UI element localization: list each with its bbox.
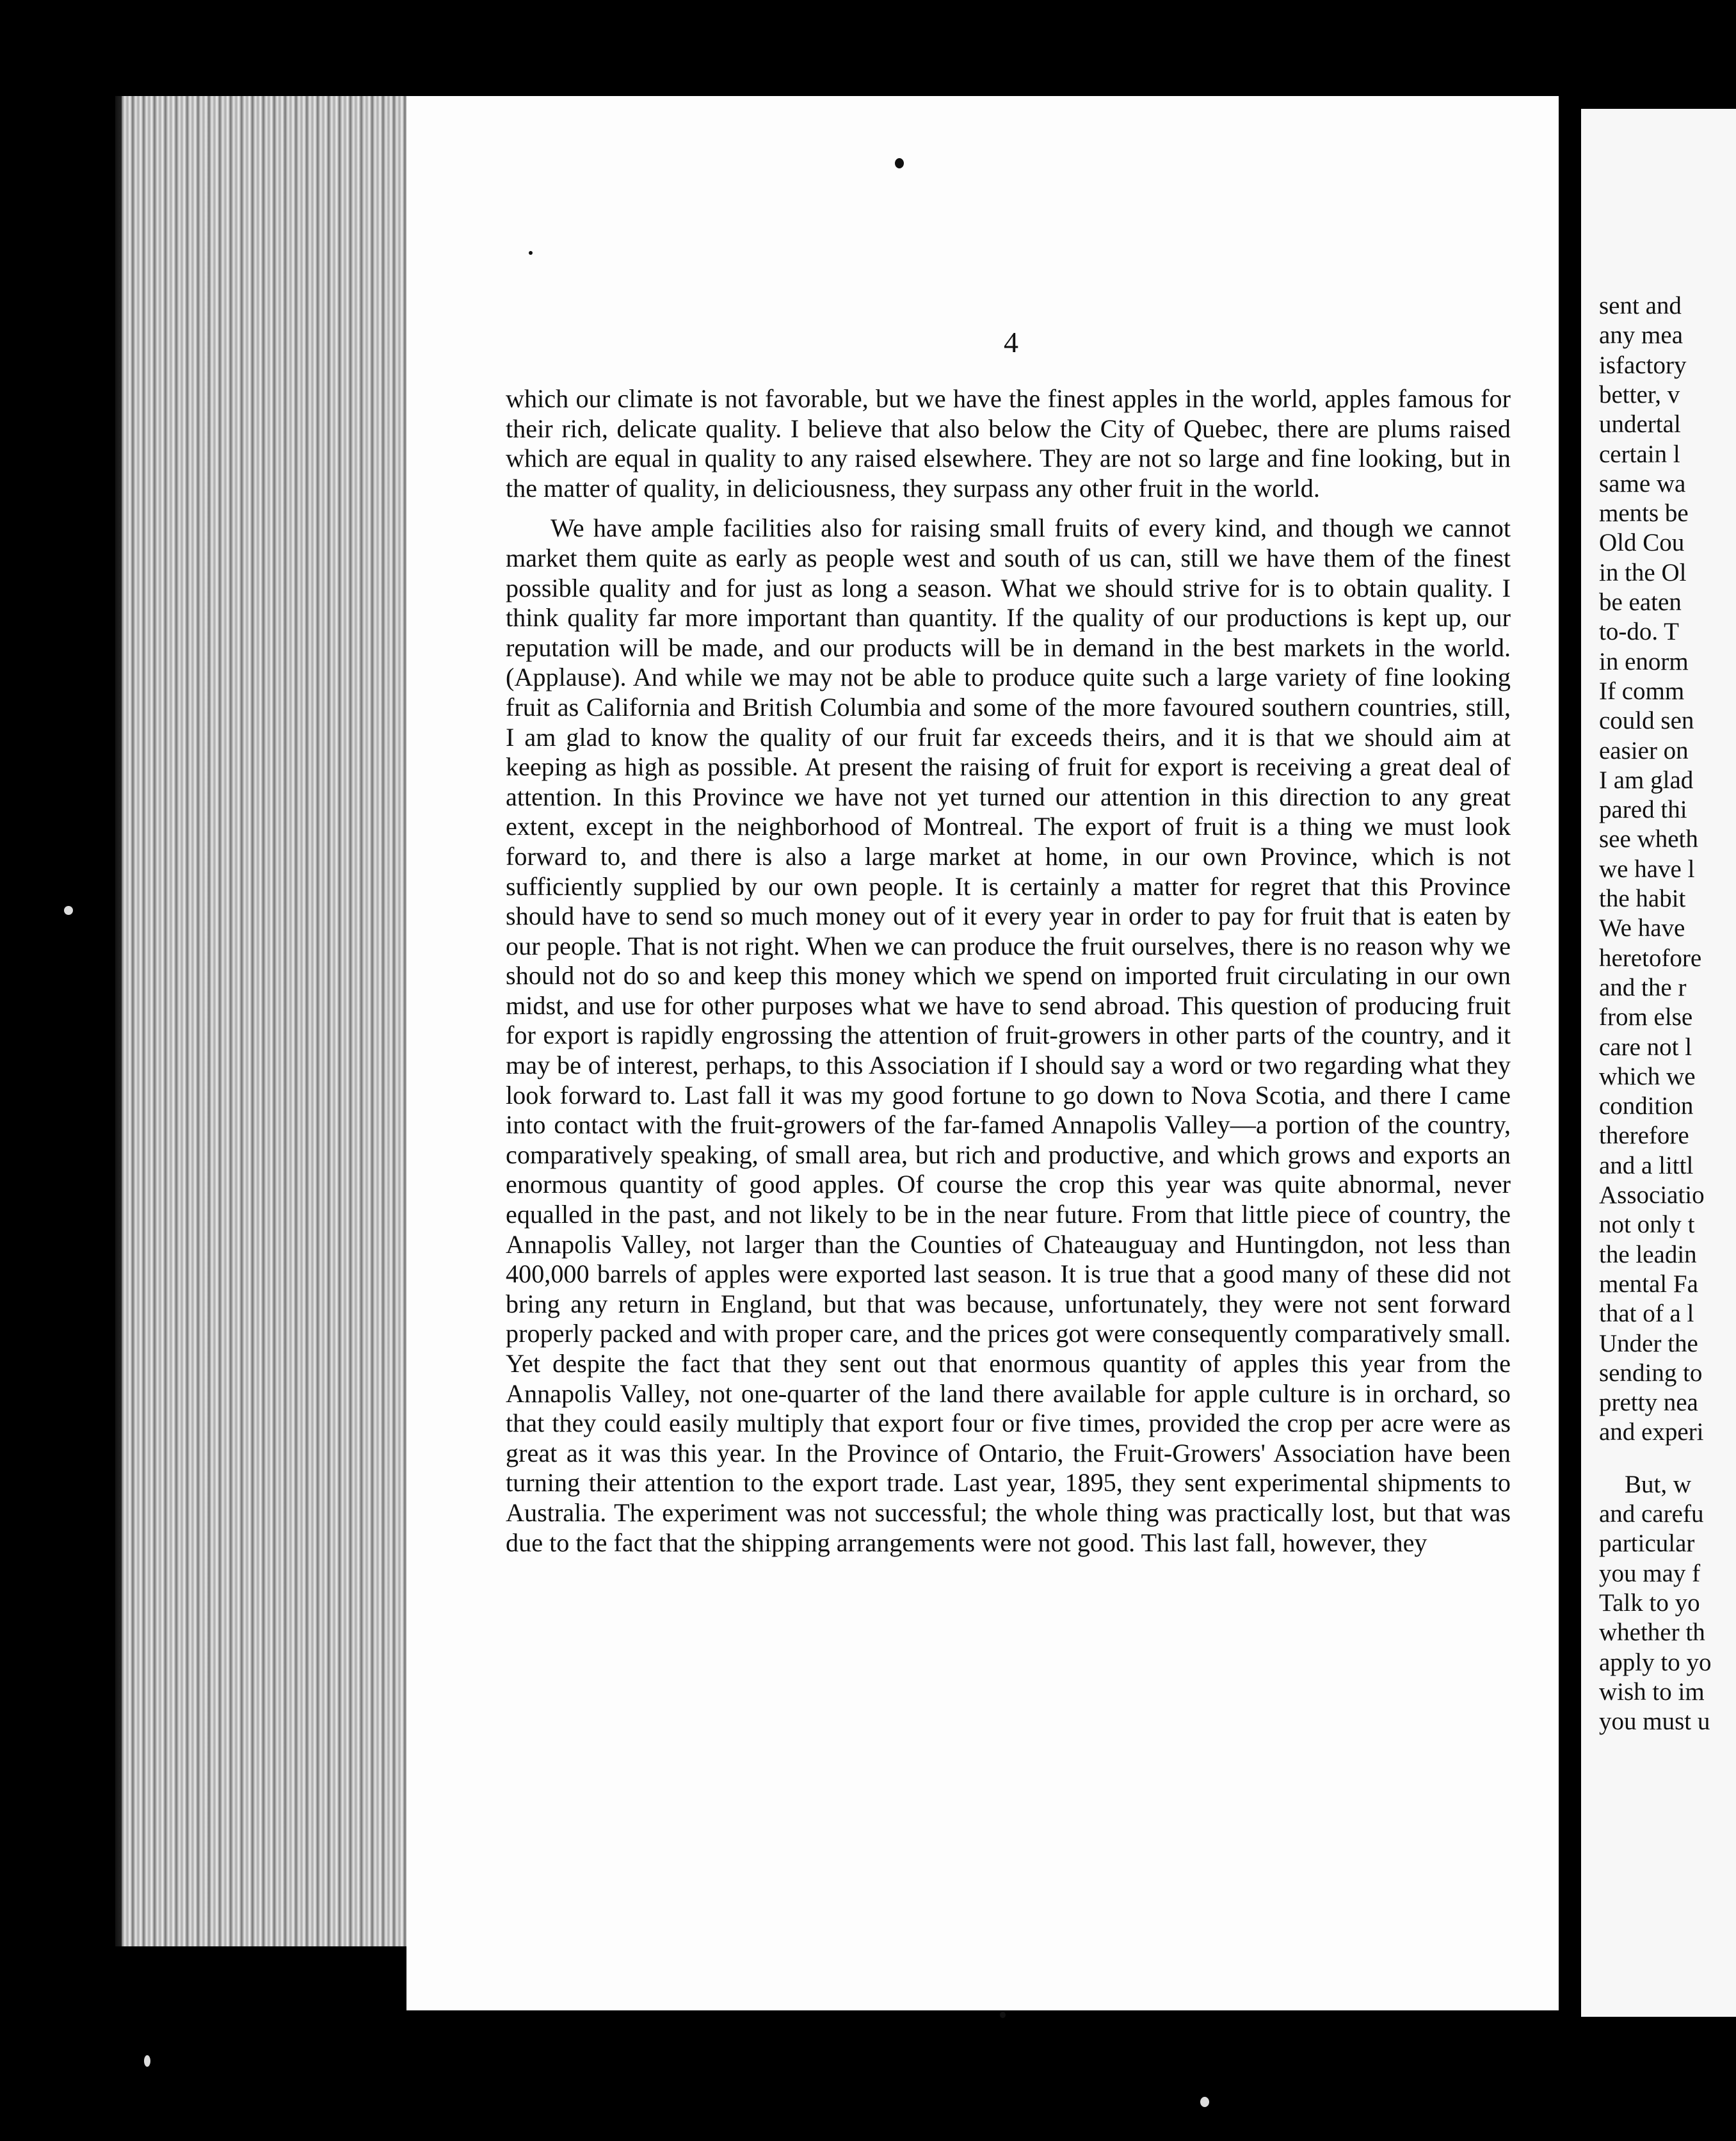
facing-page-line: apply to yo [1599,1648,1712,1676]
facing-page-line: heretofore [1599,944,1702,972]
facing-page-line: and carefu [1599,1500,1704,1528]
facing-page-line: therefore [1599,1122,1689,1150]
facing-page-line: and a littl [1599,1151,1694,1179]
facing-page-line: the leadin [1599,1240,1697,1268]
facing-page-line: condition [1599,1092,1694,1120]
facing-page-line: care not l [1599,1033,1692,1061]
facing-page-line: and experi [1599,1418,1704,1446]
facing-page-line: you may f [1599,1559,1701,1587]
facing-page-line: from else [1599,1003,1693,1031]
facing-page-line: wish to im [1599,1677,1705,1706]
paragraph-continuation: which our climate is not favorable, but we have the finest apples in the world, apples famous for their rich, delicate quality. I believe that also below the City of Quebec, there are plums raised which are equal in quality to any raised elsewhere. They are not so large and fine looking, but in the matter of quality, in deliciousness, they surpass any other fruit in the world. [506,384,1511,503]
facing-page-line: If comm [1599,677,1685,705]
facing-page-line: better, v [1599,380,1680,408]
paragraph: We have ample facilities also for raising small fruits of every kind, and though we cannot market them quite as early as people west and south of us can, still we have them of the finest possible quality and for just as long a season. What we should strive for is to obtain quality. I think quality far more important than quantity. If the quality of our productions is kept up, our reputation will be made, and our products will be in demand in the best markets in the world. (Applause). And while we may not be able to produce quite such a large variety of fine looking fruit as California and British Columbia and some of the more favoured southern countries, still, I am glad to know the quality of our fruit far exceeds theirs, and it is that we should aim at keeping as high as possible. At present the raising of fruit for export is receiving a great deal of attention. In this Province we have not yet turned our attention in this direction to any great extent, except in the neighborhood of Montreal. The export of fruit is a thing we must look forward to, and there is also a large market at home, in our own Province, which is not sufficiently supplied by our own people. It is certainly a matter for regret that this Province should have to send so much money out of it every year in order to pay for fruit that is eaten by our people. That is not right. When we can produce the fruit ourselves, there is no reason why we should not do so and keep this money which we spend on imported fruit circulating in our own midst, and use for other purposes what we have to send abroad. This question of producing fruit for export is rapidly engrossing the attention of fruit-growers in other parts of the country, and it may be of interest, perhaps, to this Association if I should say a word or two regarding what they look forward to. Last fall it was my good fortune to go down to Nova Scotia, and there I came into contact with the fruit-growers of the far-famed Annapolis Valley—a portion of the country, comparatively speaking, of small area, but rich and productive, and which grows and exports an enormous quantity of good apples. Of course the crop this year was quite abnormal, never equalled in the past, and not likely to be in the near future. From that little piece of country, the Annapolis Valley, not larger than the Counties of Chateauguay and Huntingdon, not less than 400,000 barrels of apples were exported last season. It is true that a good many of these did not bring any return in England, but that was because, unfortunately, they were not sent forward properly packed and with proper care, and the prices got were consequently comparatively small. Yet despite the fact that they sent out that enormous quantity of apples this year from the Annapolis Valley, not one-quarter of the land there available for apple culture is in orchard, so that they could easily multiply that export four or five times, provided the crop per acre were as great as it was this year. In the Province of Ontario, the Fruit-Growers' Association have been turning their attention to the export trade. Last year, 1895, they sent experimental shipments to Australia. The experiment was not successful; the whole thing was practically lost, but that was due to the fact that the shipping arrangements were not good. This last fall, however, they [506,513,1511,1557]
facing-page-line: that of a l [1599,1300,1694,1328]
page-edges-stack [122,96,410,1946]
facing-page-line: sending to [1599,1359,1703,1387]
page-number: 4 [1004,326,1018,359]
facing-page-line: sent and [1599,292,1682,319]
facing-page-line: we have l [1599,855,1695,883]
facing-page-line: and the r [1599,973,1687,1001]
ink-speck [895,158,904,168]
dust-speck [144,2055,150,2067]
facing-page-line: in the Ol [1599,558,1687,586]
dust-speck [1200,2097,1209,2107]
facing-page-line: isfactory [1599,351,1687,379]
body-text [506,384,1511,1876]
facing-page-line: pretty nea [1599,1389,1698,1417]
facing-page-line: easier on [1599,736,1689,764]
facing-page-line: undertal [1599,410,1681,439]
facing-page-line: particular [1599,1530,1695,1558]
facing-page-line: to-do. T [1599,618,1679,646]
ink-speck [1000,2012,1006,2018]
facing-page-line: ments be [1599,499,1689,528]
facing-page-line: not only t [1599,1211,1695,1239]
facing-page-line: any mea [1599,321,1684,350]
facing-page-line: same wa [1599,469,1686,497]
facing-page-line: whether th [1599,1619,1705,1647]
facing-page-line: mental Fa [1599,1270,1698,1298]
dust-speck [64,906,73,915]
facing-page-line: Associatio [1599,1181,1705,1209]
facing-page-line: Old Cou [1599,529,1685,557]
ink-speck [529,251,533,255]
facing-page-line: Under the [1599,1329,1698,1357]
facing-page-line: I am glad [1599,766,1694,794]
facing-page-line: pared thi [1599,796,1687,824]
facing-page-line: But, w [1625,1470,1692,1498]
facing-page-line: could sen [1599,707,1694,735]
facing-page-line: you must u [1599,1708,1710,1736]
facing-page-line: certain l [1599,440,1680,468]
facing-page-line: We have [1599,914,1685,942]
facing-page-line: the habit [1599,885,1686,912]
facing-page-line: be eaten [1599,588,1682,616]
facing-page-line: see wheth [1599,825,1698,853]
facing-page-line: Talk to yo [1599,1588,1700,1617]
facing-page-line: in enorm [1599,647,1689,675]
facing-page [1581,109,1736,2017]
facing-page-line: which we [1599,1062,1696,1090]
